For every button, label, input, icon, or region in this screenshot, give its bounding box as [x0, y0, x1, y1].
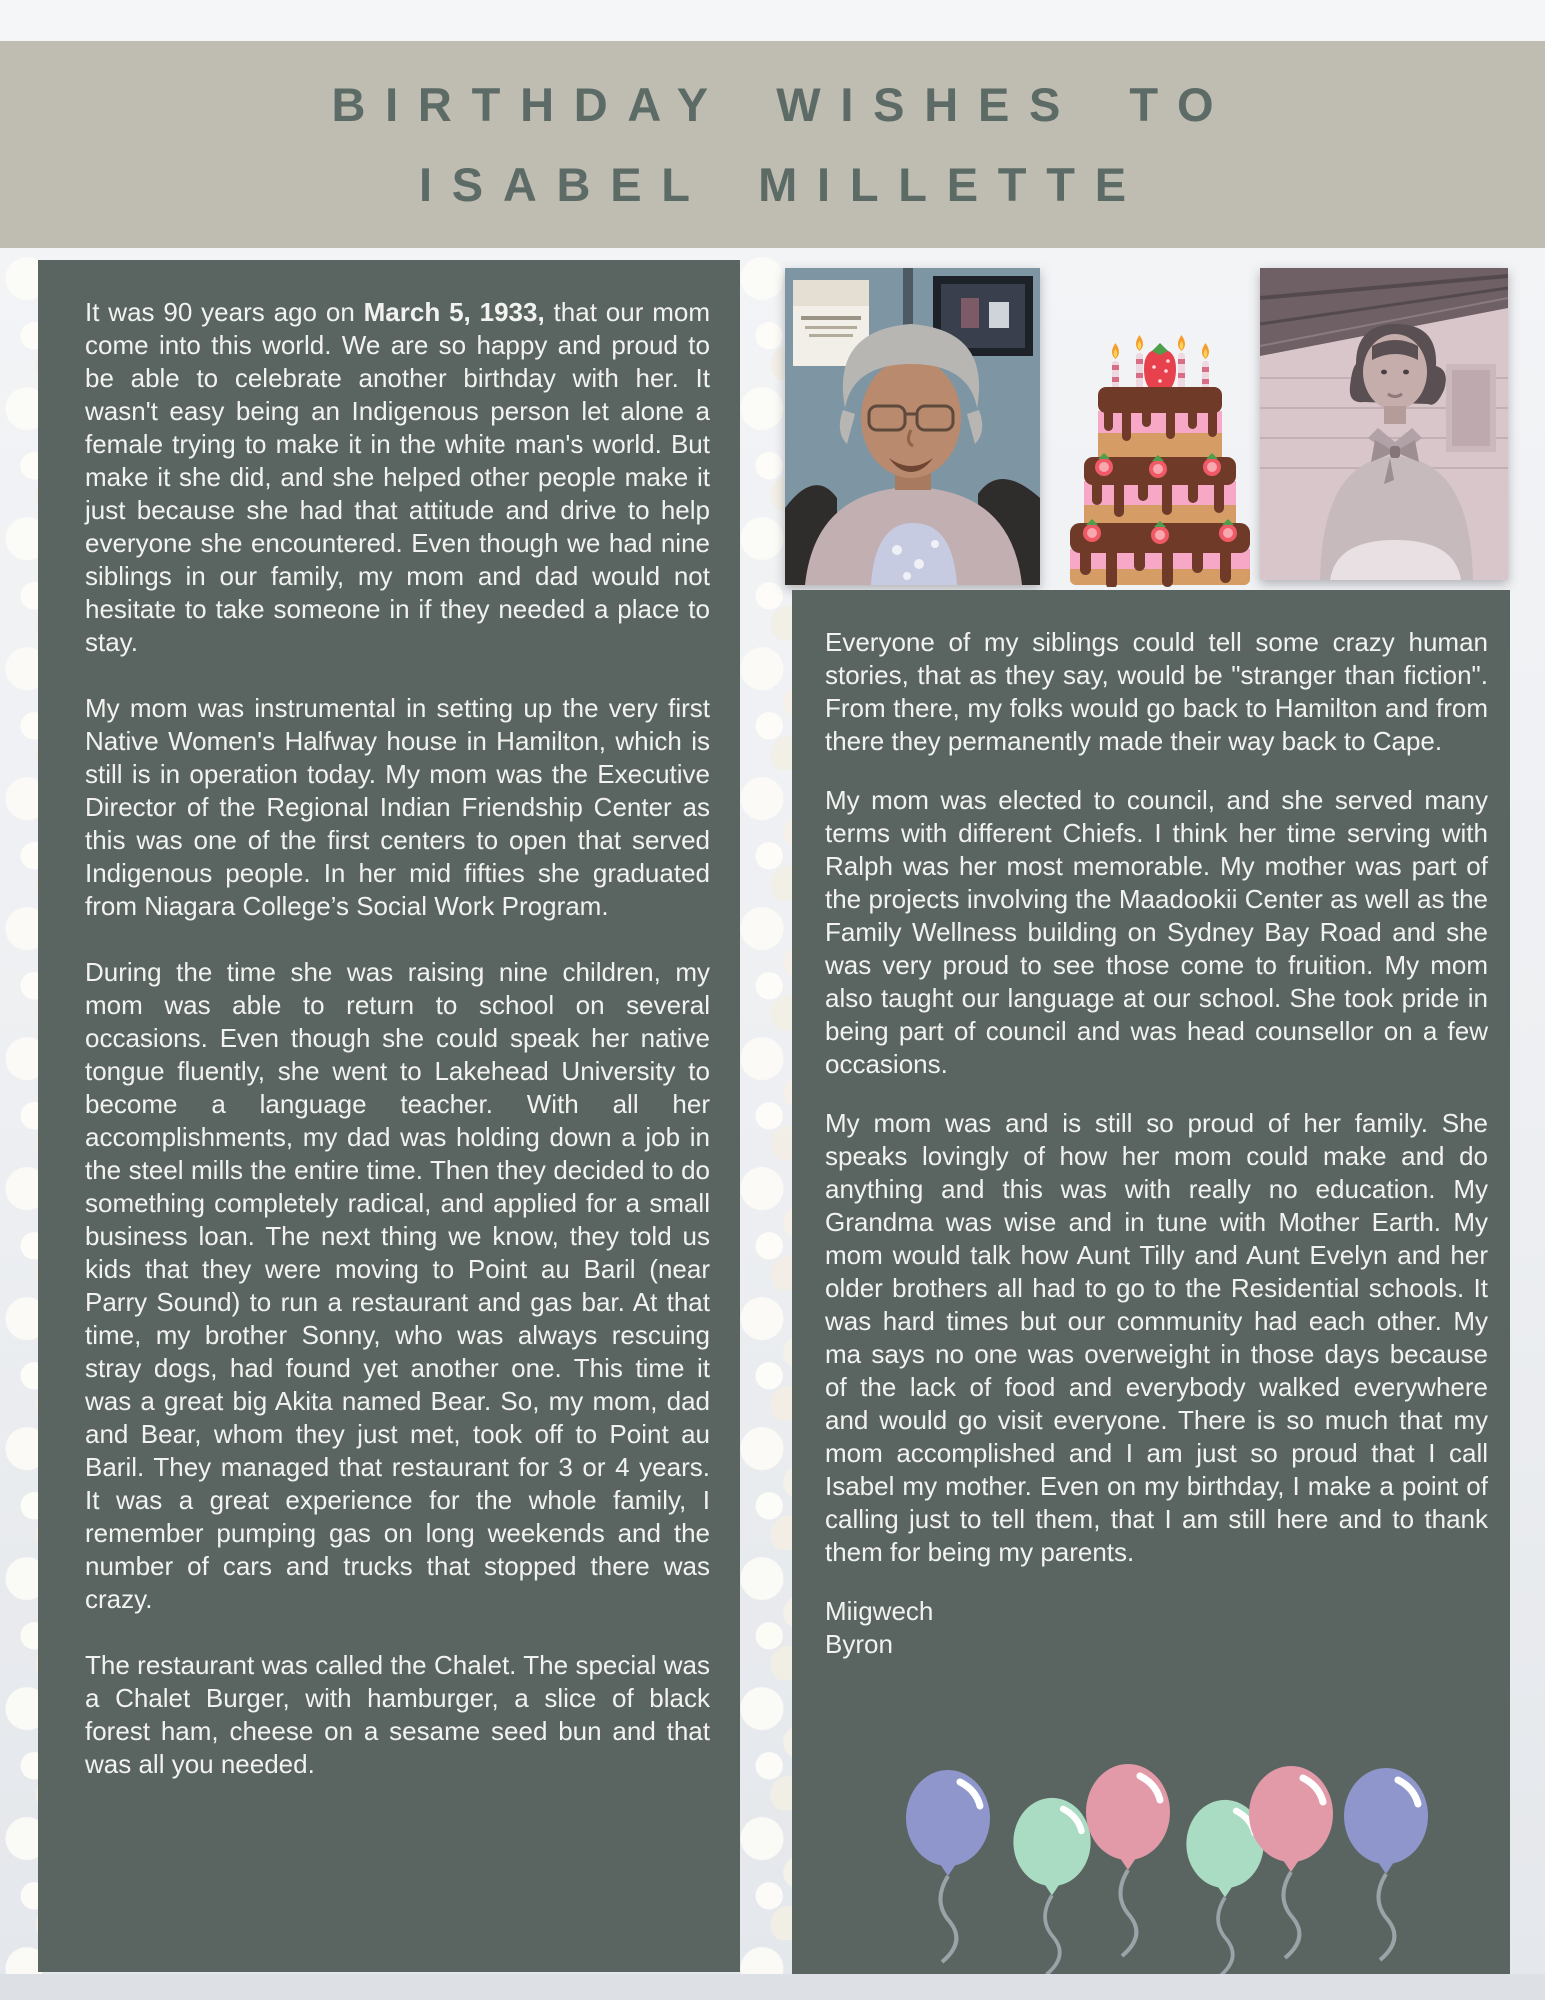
page-title-line-1: BIRTHDAY WISHES TO — [331, 77, 1234, 131]
story-column-left — [38, 260, 740, 1972]
photo-of-isabel-today — [785, 268, 1040, 585]
story-column-right — [792, 590, 1510, 1974]
paragraph-council: My mom was elected to council, and she served many terms with different Chiefs. I think her time serving with Ralph was her most memorable. My mother was part of the projects involving the Maadookii Center as well as the Family Wellness building on Sydney Bay Road and she was very proud to see those come to fruition. My mom also taught our language at our school. She took pride in being part of council and was head counsellor on a few occasions. — [825, 785, 1488, 1079]
paragraph-birthday-intro — [85, 296, 710, 659]
flower-background-left — [0, 250, 42, 1975]
vintage-photo-art — [1260, 268, 1508, 580]
balloon-pink — [1249, 1766, 1333, 1958]
birthday-cake-illustration — [1062, 325, 1258, 587]
photo-of-isabel-today-art — [785, 268, 1040, 585]
balloons-illustration — [852, 1750, 1452, 1974]
paragraph-sibling-stories: Everyone of my siblings could tell some crazy human stories, that as they say, would be "stranger than fiction". From there, my folks would go back to Hamilton and from there they permanently made their way back to Cape. — [825, 627, 1488, 756]
birth-date-bold: March 5, 1933, — [363, 297, 545, 327]
sign-off-miigwech: Miigwech — [825, 1596, 934, 1626]
cake-middle-tier — [1084, 453, 1236, 529]
paragraph-proud-family: My mom was and is still so proud of her family. She speaks lovingly of how her mom could make and do anything and this was with really no education. My Grandma was wise and in tune with Mother Earth. My mom would talk how Aunt Tilly and Aunt Evelyn and her older brothers all had to go to the Residential schools. It was hard times but our community had each other. My ma says no one was overweight in those days because of the lack of food and everybody walked everywhere and would go visit everyone. There is so much that my mom accomplished and I am just so proud that I call Isabel my mother. Even on my birthday, I make a point of calling just to tell them, that I am still here and to thank them for being my parents. — [825, 1108, 1488, 1567]
cake-top-tier — [1098, 387, 1222, 459]
intro-text-suffix: that our mom come into this world. We are so happy and proud to be able to celebrate another birthday with her. It wasn't easy being an Indigenous person let alone a female trying to make it in the white man's world. But make it she did, and she helped other people make it just because she had that attitude and drive to help everyone she encountered. Even though we had nine siblings in our family, my mom and dad would not hesitate to take someone in if they needed a place to stay. — [85, 297, 710, 657]
cake-bottom-tier — [1070, 519, 1250, 587]
intro-text-prefix: It was 90 years ago on — [85, 297, 364, 327]
paragraph-chalet: The restaurant was called the Chalet. The special was a Chalet Burger, with hamburger, a slice of black forest ham, cheese on a sesame seed bun and that was all you needed. — [85, 1650, 710, 1779]
sign-off-byron: Byron — [825, 1629, 893, 1659]
paragraph-halfway-house: My mom was instrumental in setting up the very first Native Women's Halfway house in Hamilton, which is still is in operation today. My mom was the Executive Director of the Regional Indian Friendship Center as this was one of the first centers to open that served Indigenous people. In her mid fifties she graduated from Niagara College’s Social Work Program. — [85, 693, 710, 921]
vintage-photo-of-isabel — [1260, 268, 1508, 580]
top-margin — [0, 0, 1545, 41]
bottom-margin — [0, 1974, 1545, 2000]
balloon-pink — [1086, 1764, 1170, 1956]
balloon-purple — [1344, 1768, 1428, 1960]
balloon-mint — [1013, 1798, 1090, 1974]
page-title-line-2: ISABEL MILLETTE — [418, 157, 1146, 211]
title-banner — [0, 41, 1545, 248]
birthday-cake-art — [1062, 325, 1258, 587]
balloon-purple — [906, 1770, 990, 1962]
paragraph-raising-children: During the time she was raising nine children, my mom was able to return to school on several occasions. Even though she could speak her native tongue fluently, she went to Lakehead University to become a language teacher. With all her accomplishments, my dad was holding down a job in the steel mills the entire time. Then they decided to do something completely radical, and applied for a small business loan. The next thing we know, they told us kids that they were moving to Point au Baril (near Parry Sound) to run a restaurant and gas bar. At that time, my brother Sonny, who was always rescuing stray dogs, had found yet another one. This time it was a great big Akita named Bear. So, my mom, dad and Bear, whom they just met, took off to Point au Baril. They managed that restaurant for 3 or 4 years. It was a great experience for the whole family, I remember pumping gas on long weekends and the number of cars and trucks that stopped there was crazy. — [85, 957, 710, 1614]
